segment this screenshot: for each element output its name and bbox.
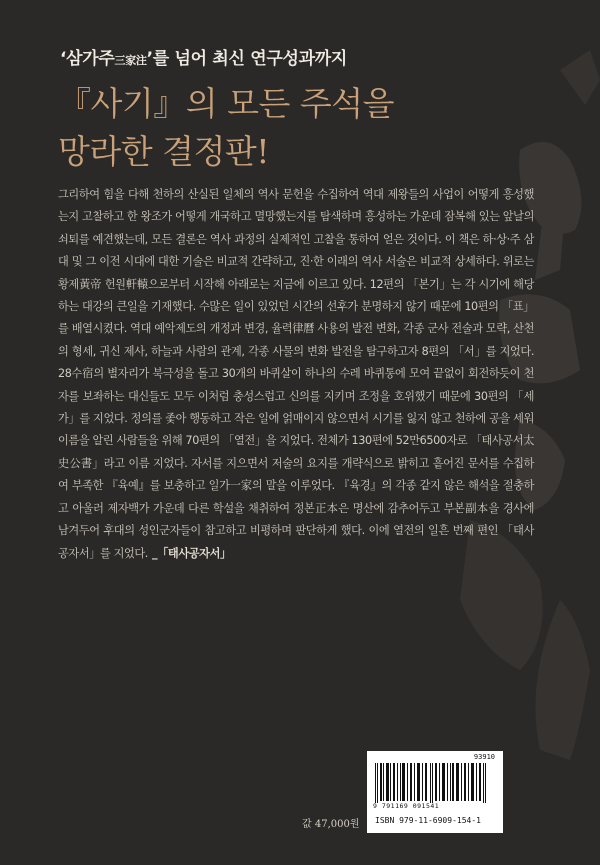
tagline: ‘삼가주三家注’를 넘어 최신 연구성과까지 [60,49,347,69]
barcode-digits: 9 791169 091541 [373,802,440,810]
headline-line-1: 『사기』의 모든 주석을 [58,84,395,123]
barcode-bars [375,763,495,803]
excerpt-paragraph: 그리하여 힘을 다해 천하의 산실된 일체의 역사 문헌을 수집하여 역대 제왕들의 사업이 어떻게 흥성했는지 고찰하고 한 왕조가 어떻게 개국하고 멸망했는지를 탐색하며 흥성하는 가운데 잠복해 있는 앞날의 쇠퇴를 예견했는데, 모든 결론은 역사 과정의 실제적인 고찰을 통하여 얻은 것이다. 이 책은 하·상·주 삼대 및 그 이전 시대에 대한 기술은 비교적 간략하고, 진·한 이래의 역사 서술은 비교적 상세하다. 위로는 황제黃帝 헌원軒轅으로부터 시작해 아래로는 지금에 이르고 있다. 12편의 「본기」는 각 시기에 해당하는 대강의 큰일을 기재했다. 수많은 일이 있었던 시간의 선후가 분명하지 않기 때문에 10편의 「표」를 배열시켰다. 역대 예악제도의 개정과 변경, 율력律曆 사용의 발전 변화, 각종 군사 전술과 모략, 산천의 형세, 귀신 제사, 하늘과 사람의 관계, 각종 사물의 변화 발전을 탐구하고자 8편의 「서」를 지었다. 28수宿의 별자리가 북극성을 돌고 30개의 바퀴살이 하나의 수레 바퀴통에 모여 끝없이 회전하듯이 천자를 보좌하는 대신들도 모두 이처럼 충성스럽고 신의를 지키며 조정을 호위했기 때문에 30편의 「세가」를 지었다. 정의를 좇아 행동하고 작은 일에 얽매이지 않으면서 시기를 잃지 않고 천하에 공을 세워 이름을 알린 사람들을 위해 70편의 「열전」을 지었다. 전체가 130편에 52만6500자로 「태사공서太史公書」라고 이름 지었다. 자서를 지으면서 저술의 요지를 개략식으로 밝히고 흩어진 문서를 수집하여 부족한 『육예』를 보충하고 일가一家의 말을 이루었다. 『육경』의 각종 같지 않은 해석을 절충하고 아울러 제자백가 가운데 다른 학설을 채취하여 정본正本은 명산에 감추어두고 부본副本을 경사에 남겨두어 후대의 성인군자들이 참고하고 비평하며 판단하게 했다. 이에 열전의 일흔 번째 편인 「태사공자서」를 지었다. [58,188,534,560]
excerpt-signature: _「태사공자서」 [151,546,231,560]
barcode-addon-number: 93910 [473,753,495,761]
headline-line-2: 망라한 결정판! [58,132,270,171]
price-label: 값 47,000원 [302,819,360,830]
body-excerpt [58,184,534,565]
headline [58,80,394,176]
isbn-number: ISBN 979-11-6909-154-1 [375,816,481,825]
isbn-barcode [367,751,503,833]
